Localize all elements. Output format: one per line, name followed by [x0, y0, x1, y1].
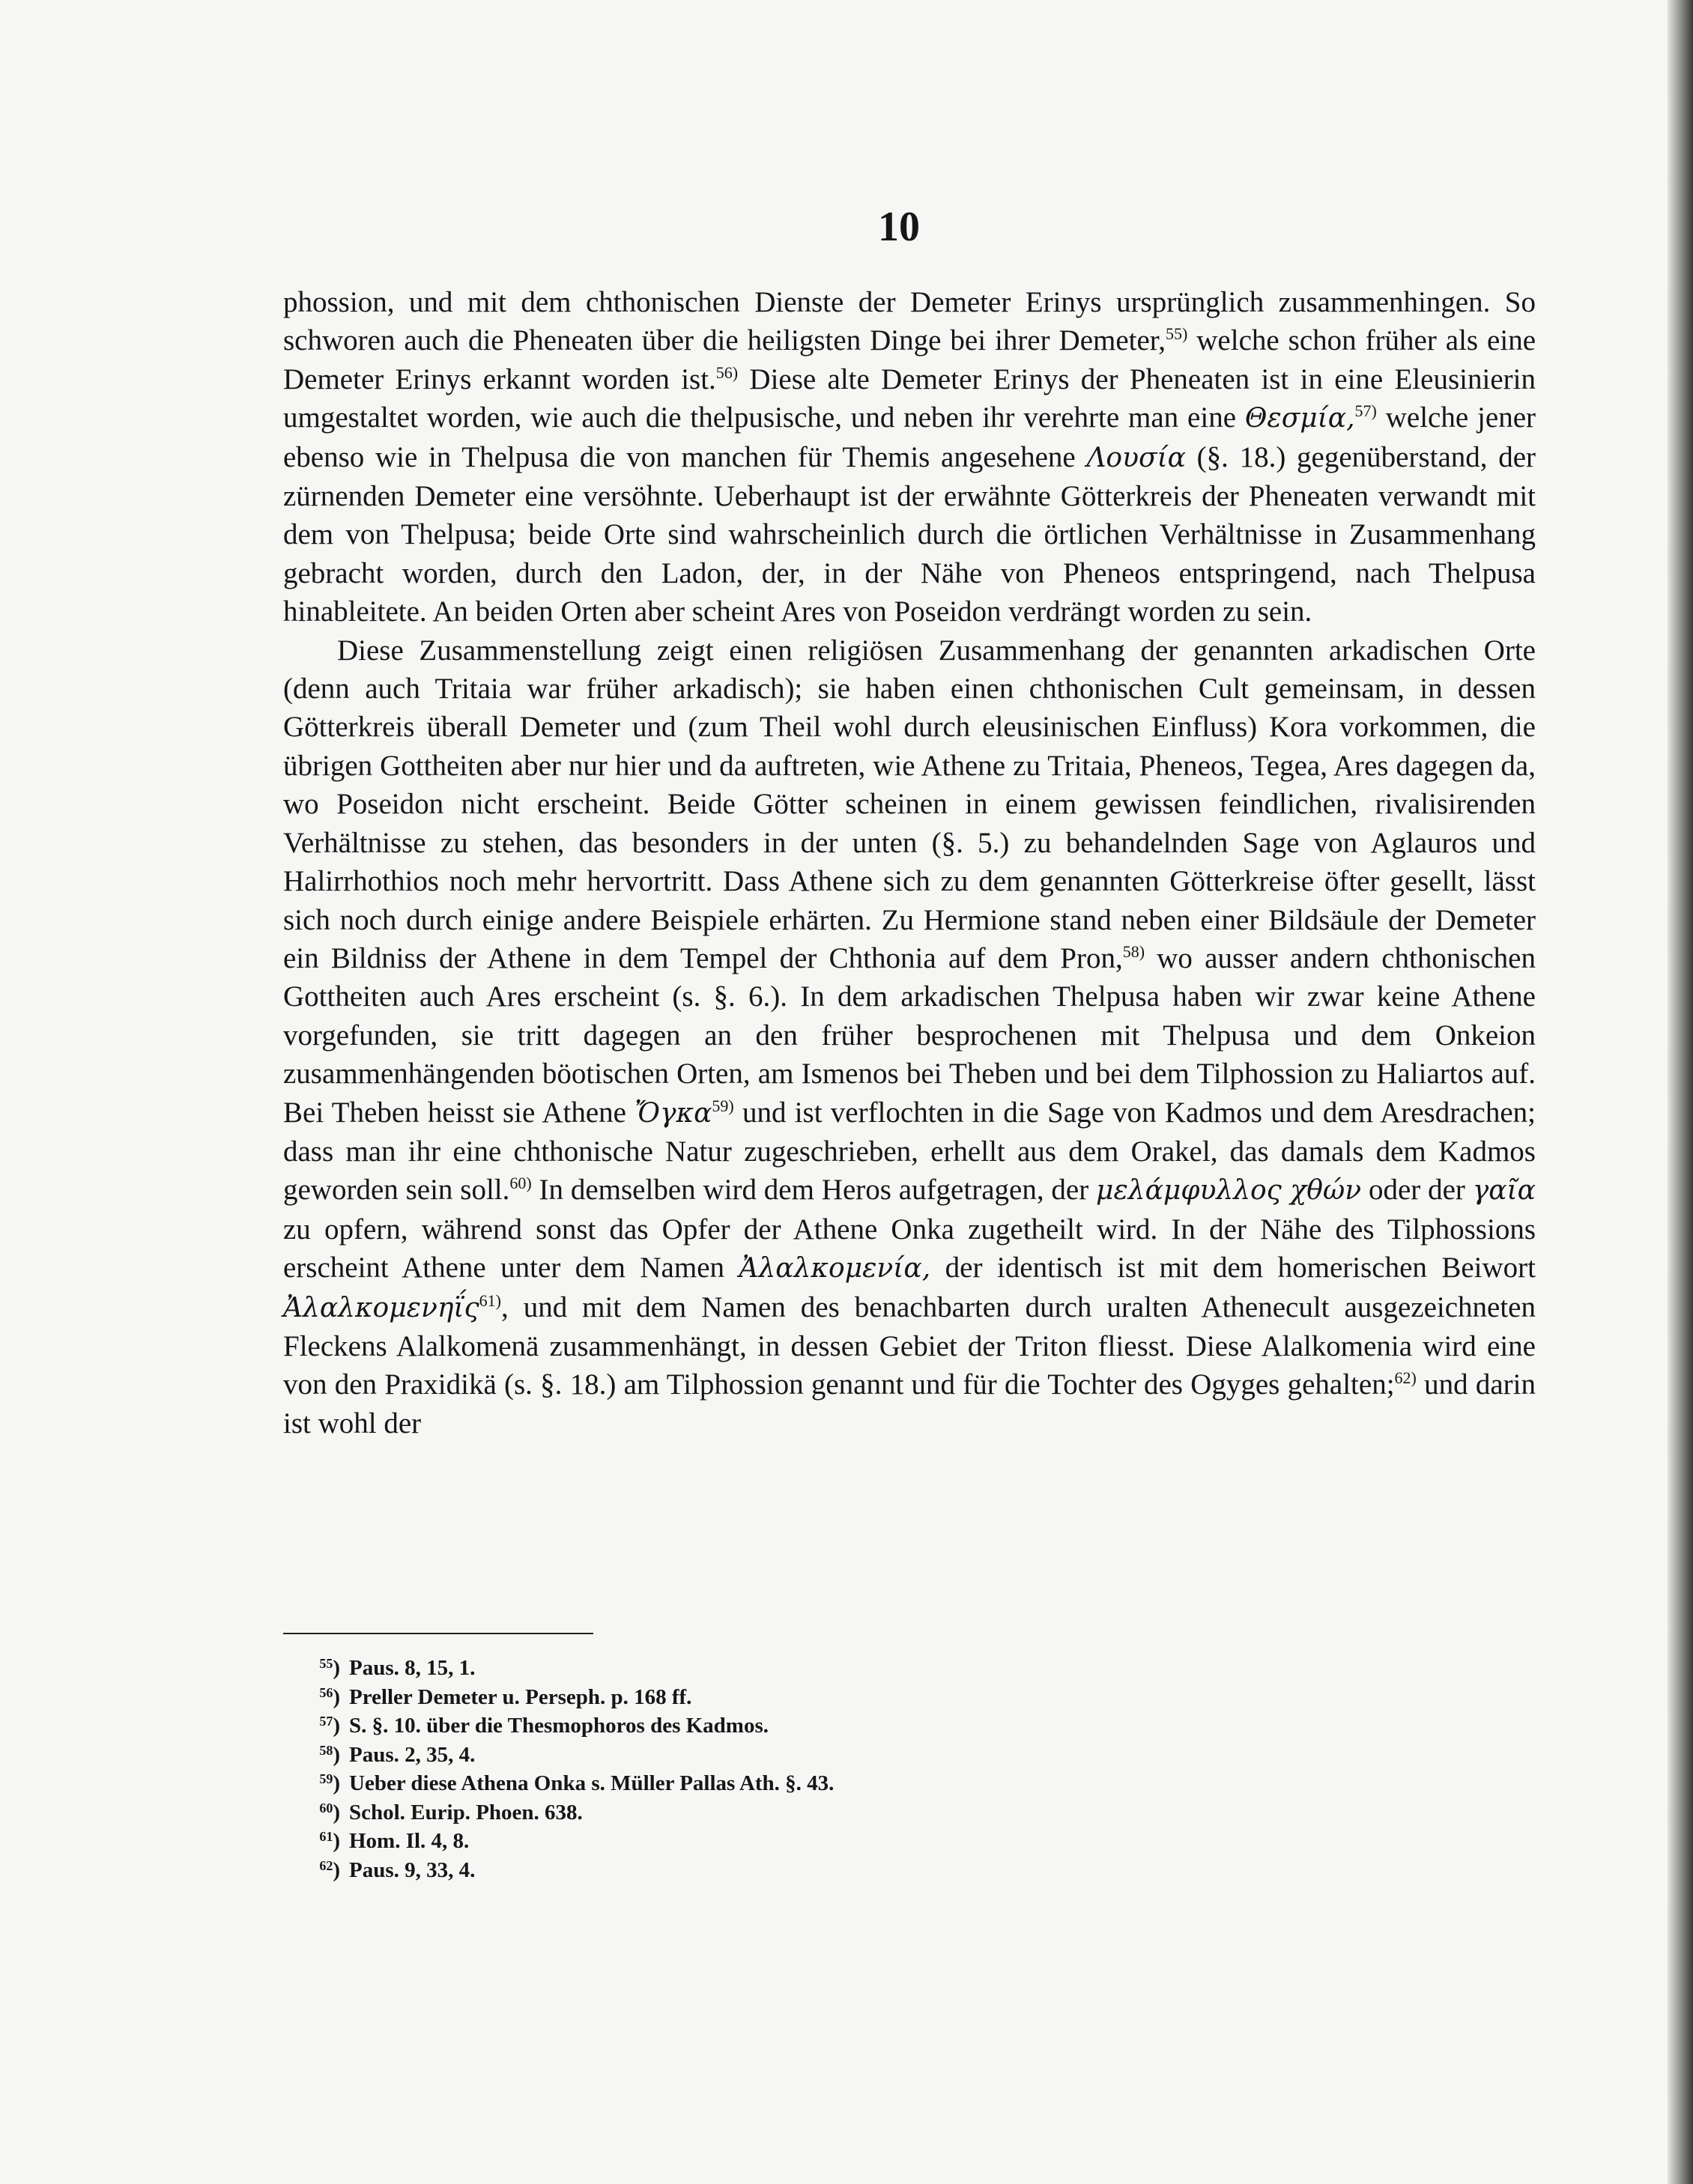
text-segment: zu opfern, während sonst das Opfer der Athene Onka zugetheilt wird. In der Nähe des Tilphossions erscheint Athene unter dem Namen — [283, 1213, 1536, 1284]
text-segment: welche schon früher als eine Demeter Erinys erkannt worden ist. — [283, 324, 1536, 395]
footnote-item — [283, 1711, 1182, 1741]
footnote-divider — [283, 1633, 593, 1634]
text-segment: und ist verflochten in die Sage von Kadmos und dem Aresdrachen; dass man ihr eine chthonische Natur zugeschrieben, erhellt aus dem Orakel, das damals dem Kadmos geworden sein soll. — [283, 1096, 1536, 1207]
footnote-number-value: 55 — [319, 1656, 333, 1671]
greek-term: γαῖα — [1472, 1175, 1536, 1207]
text-segment: wo ausser andern chthonischen Gottheiten auch Ares erscheint (s. §. 6.). In dem arkadischen Thelpusa haben wir zwar keine Athene vorgefunden, sie tritt dagegen an den früher besprochenen mit Thelpusa und dem Onkeion zusammenhängenden böotischen Orten, am Ismenos bei Theben und bei dem Tilphossion zu Haliartos auf. Bei Theben heisst sie Athene — [283, 941, 1536, 1129]
footnote-item — [283, 1856, 1182, 1885]
footnote-marker: 58) — [1122, 941, 1145, 961]
footnote-text: Ueber diese Athena Onka s. Müller Pallas Ath. §. 43. — [349, 1771, 835, 1795]
footnote-number-value: 57 — [319, 1714, 333, 1729]
text-segment: phossion, und mit dem chthonischen Dienste der Demeter Erinys ursprünglich zusammenhingen. So schworen auch die Pheneaten über die heiligsten Dinge bei ihrer Demeter, — [283, 286, 1536, 357]
greek-term: Ἀλαλκομενία, — [739, 1253, 931, 1284]
greek-term: Λουσία — [1086, 442, 1186, 473]
footnote-number-value: 56 — [319, 1684, 333, 1700]
footnote-number: $^{58}$) — [319, 1742, 340, 1767]
text-segment: oder der — [1361, 1174, 1473, 1207]
text-segment: Diese alte Demeter Erinys der Pheneaten ist in eine Eleusinierin umgestaltet worden, wie auch die thelpusische, und neben ihr verehrte man eine — [283, 363, 1536, 434]
body-text — [283, 283, 1536, 1443]
footnote-text: Paus. 8, 15, 1. — [349, 1656, 476, 1680]
text-segment: Diese Zusammenstellung zeigt einen religiösen Zusammenhang der genannten arkadischen Orte (denn auch Tritaia war früher arkadisch); sie haben einen chthonischen Cult gemeinsam, in dessen Götterkreis überall Demeter und (zum Theil wohl durch eleusinischen Einfluss) Kora vorkommen, die übrigen Gottheiten aber nur hier und da auftreten, wie Athene zu Tritaia, Pheneos, Tegea, Ares dagegen da, wo Poseidon nicht erscheint. Beide Götter scheinen in einem gewissen feindlichen, rivalisirenden Verhältnisse zu stehen, das besonders in der unten (§. 5.) zu behandelnden Sage von Aglauros und Halirrhothios noch mehr hervortritt. Dass Athene sich zu dem genannten Götterkreise öfter gesellt, lässt sich noch durch einige andere Beispiele erhärten. Zu Hermione stand neben einer Bildsäule der Demeter ein Bildniss der Athene in dem Tempel der Chthonia auf dem Pron, — [283, 634, 1536, 974]
greek-term: Ἀλαλκομενηΐς — [283, 1292, 479, 1323]
greek-term: Θεσμία, — [1244, 403, 1355, 434]
footnote-number: $^{56}$) — [319, 1684, 340, 1709]
footnotes — [283, 1654, 1182, 1884]
footnote-text: Paus. 2, 35, 4. — [349, 1742, 476, 1767]
footnote-marker: 55) — [1166, 324, 1188, 344]
footnote-marker: 60) — [509, 1174, 532, 1193]
text-segment: welche jener ebenso wie in Thelpusa die von manchen für Themis angesehene — [283, 401, 1536, 473]
footnote-number: $^{55}$) — [319, 1656, 340, 1680]
footnote-text: Hom. Il. 4, 8. — [349, 1829, 470, 1853]
footnote-number-value: 60 — [319, 1800, 333, 1816]
footnote-item — [283, 1798, 1182, 1827]
paragraph — [283, 283, 1536, 631]
footnote-marker: 59) — [712, 1096, 734, 1115]
footnote-number: $^{59}$) — [319, 1771, 340, 1795]
footnote-marker: 57) — [1354, 401, 1377, 421]
footnote-number-value: 62 — [319, 1857, 333, 1873]
paragraph — [283, 631, 1536, 1443]
page-number: 10 — [878, 204, 920, 250]
footnote-number-value: 59 — [319, 1771, 333, 1786]
text-segment: In demselben wird dem Heros aufgetragen, der — [531, 1174, 1097, 1207]
text-segment: und darin ist wohl der — [283, 1368, 1536, 1440]
footnote-text: Preller Demeter u. Perseph. p. 168 ff. — [349, 1684, 692, 1709]
footnote-number: $^{60}$) — [319, 1800, 340, 1824]
footnote-item — [283, 1741, 1182, 1770]
footnote-number: $^{62}$) — [319, 1857, 340, 1882]
footnote-marker: 56) — [715, 363, 739, 382]
footnote-number: $^{61}$) — [319, 1829, 340, 1853]
footnote-item — [283, 1769, 1182, 1798]
text-segment: der identisch ist mit dem homerischen Beiwort — [930, 1252, 1536, 1284]
footnote-text: S. §. 10. über die Thesmophoros des Kadmos. — [349, 1714, 769, 1738]
greek-term: Ὄγκα — [635, 1097, 712, 1129]
greek-term: μελάμφυλλος χθών — [1096, 1175, 1362, 1207]
footnote-item — [283, 1654, 1182, 1683]
footnote-marker: 61) — [479, 1290, 501, 1310]
text-segment: , und mit dem Namen des benachbarten durch uralten Athenecult ausgezeichneten Fleckens Alalkomenä zusammenhängt, in dessen Gebiet der Triton fliesst. Diese Alalkomenia wird eine von den Praxidikä (s. §. 18.) am Tilphossion genannt und für die Tochter des Ogyges gehalten; — [283, 1290, 1536, 1401]
footnote-number: $^{57}$) — [319, 1714, 340, 1738]
footnote-item — [283, 1827, 1182, 1856]
footnote-number-value: 61 — [319, 1829, 333, 1844]
footnote-number-value: 58 — [319, 1742, 333, 1758]
footnote-item — [283, 1683, 1182, 1712]
footnote-text: Paus. 9, 33, 4. — [349, 1857, 476, 1882]
binding-edge — [1668, 0, 1693, 2184]
footnote-marker: 62) — [1394, 1368, 1417, 1388]
footnote-text: Schol. Eurip. Phoen. 638. — [349, 1800, 583, 1824]
text-segment: (§. 18.) gegenüberstand, der zürnenden Demeter eine versöhnte. Ueberhaupt ist der erwähnte Götterkreis der Pheneaten verwandt mit dem von Thelpusa; beide Orte sind wahrscheinlich durch die örtlichen Verhältnisse in Zusammenhang gebracht worden, durch den Ladon, der, in der Nähe von Pheneos entspringend, nach Thelpusa hinableitete. An beiden Orten aber scheint Ares von Poseidon verdrängt worden zu sein. — [283, 440, 1536, 628]
